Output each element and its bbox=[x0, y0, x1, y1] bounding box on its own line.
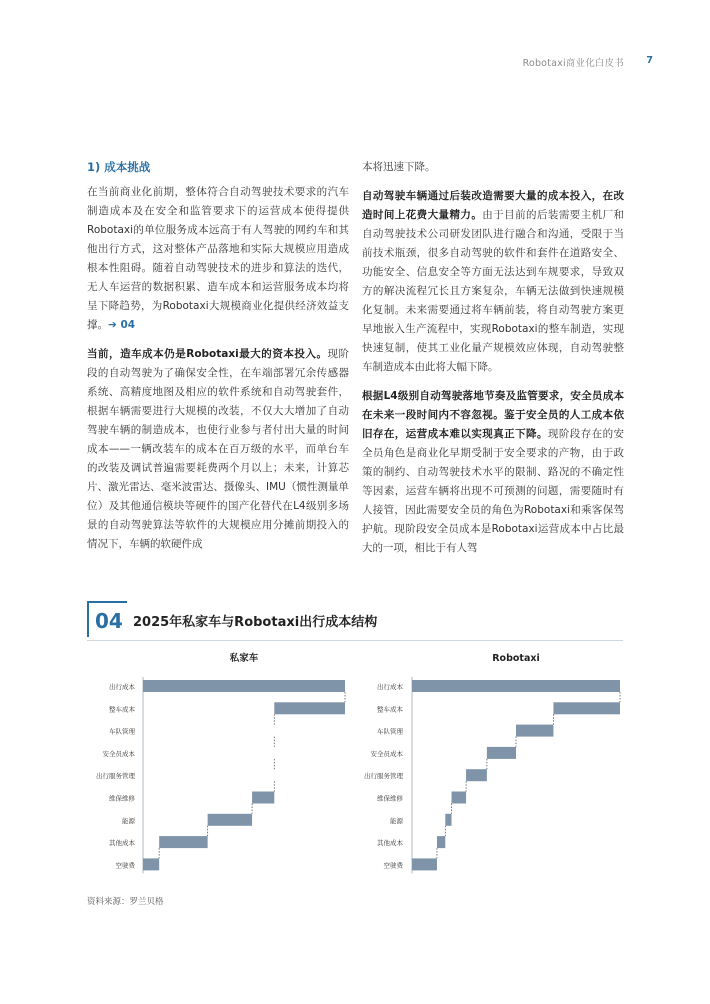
chart-title: 私家车 bbox=[229, 653, 259, 664]
running-header-title: Robotaxi商业化白皮书 bbox=[522, 58, 624, 69]
category-label: 安全员成本 bbox=[370, 749, 403, 758]
waterfall-bar bbox=[159, 836, 207, 848]
category-label: 能源 bbox=[122, 816, 135, 825]
category-label: 出行成本 bbox=[377, 683, 403, 691]
waterfall-bar bbox=[445, 814, 451, 826]
waterfall-bar bbox=[208, 814, 252, 826]
figure-reference-link[interactable]: ➔ 04 bbox=[108, 319, 136, 331]
waterfall-bar bbox=[452, 792, 467, 804]
category-label: 其他成本 bbox=[377, 839, 403, 848]
category-label: 能源 bbox=[390, 816, 403, 825]
category-label: 维保维修 bbox=[109, 794, 135, 803]
paragraph-lead-bold: 自动驾驶车辆通过后装改造需要大量的成本投入，在改造时间上花费大量精力。 bbox=[362, 190, 624, 221]
waterfall-bar bbox=[252, 792, 274, 804]
category-label: 空驶费 bbox=[383, 861, 403, 870]
figure-number: 04 bbox=[95, 609, 123, 633]
waterfall-bar bbox=[553, 702, 620, 714]
page-number: 7 bbox=[646, 55, 653, 66]
paragraph-continuation: 本将迅速下降。 bbox=[362, 161, 436, 173]
paragraph-lead-bold: 当前，造车成本仍是Robotaxi最大的资本投入。 bbox=[87, 348, 328, 360]
category-label: 出行服务管理 bbox=[96, 772, 135, 781]
waterfall-bar bbox=[516, 725, 553, 737]
waterfall-bar bbox=[143, 858, 159, 870]
chart-title: Robotaxi bbox=[492, 653, 540, 664]
paragraph-intro-text: 在当前商业化前期，整体符合自动驾驶技术要求的汽车制造成本及在安全和监管要求下的运营成本使得提供Robotaxi的单位服务成本远高于有人驾驶的网约车和其他出行方式，这对整体产品落地和实际大规模应用造成根本性阻碍。随着自动驾驶技术的进步和算法的迭代，无人车运营的数据积累、造车成本和运营服务成本均将呈下降趋势，为Robotaxi大规模商业化提供经济效益支撑。 bbox=[87, 186, 349, 331]
waterfall-bar bbox=[437, 836, 445, 848]
figure-title: 2025年私家车与Robotaxi出行成本结构 bbox=[133, 615, 378, 630]
category-label: 整车成本 bbox=[377, 705, 403, 714]
category-label: 空驶费 bbox=[115, 861, 135, 870]
paragraph-body: 现阶段存在的安全员角色是商业化早期受制于安全要求的产物，由于政策的制约、自动驾驶技术水平的限制、路况的不确定性等因素，运营车辆将出现不可预测的问题，需要随时有人接管，因此需要安全员的角色为Robotaxi和乘客保驾护航。现阶段安全员成本是Robotaxi运营成本中占比最大的一项，相比于有人驾 bbox=[362, 428, 624, 554]
category-label: 车队管理 bbox=[377, 727, 403, 736]
waterfall-bar bbox=[487, 747, 516, 759]
category-label: 车队管理 bbox=[109, 727, 135, 736]
waterfall-bar bbox=[274, 702, 345, 714]
waterfall-bar bbox=[466, 769, 487, 781]
category-label: 出行服务管理 bbox=[364, 772, 403, 781]
paragraph-body: 现阶段的自动驾驶为了确保安全性，在车端部署冗余传感器系统、高精度地图及相应的软件系统和自动驾驶套件，根据车辆需要进行大规模的改装，不仅大大增加了自动驾驶车辆的制造成本，也使行业参与者付出大量的时间成本——一辆改装车的成本在百万级的水平，而单台车的改装及调试普遍需要耗费两个月以上；未来，计算芯片、激光雷达、毫米波雷达、摄像头、IMU（惯性测量单位）及其他通信模块等硬件的国产化替代在L4级别多场景的自动驾驶算法等软件的大规模应用分摊前期投入的情况下，车辆的软硬件成 bbox=[87, 348, 349, 550]
category-label: 出行成本 bbox=[109, 683, 135, 691]
waterfall-bar bbox=[143, 680, 345, 692]
section-heading: 1) 成本挑战 bbox=[87, 160, 151, 174]
category-label: 整车成本 bbox=[109, 705, 135, 714]
figure-source: 资料来源：罗兰贝格 bbox=[87, 897, 164, 907]
paragraph-lead-bold: 根据L4级别自动驾驶落地节奏及监管要求，安全员成本在未来一段时间内不容忽视。鉴于安全员的人工成本依旧存在，运营成本难以实现真正下降。 bbox=[362, 390, 624, 440]
category-label: 其他成本 bbox=[109, 839, 135, 848]
waterfall-bar bbox=[412, 858, 437, 870]
category-label: 维保维修 bbox=[377, 794, 403, 803]
waterfall-bar bbox=[412, 680, 620, 692]
paragraph-body: 由于目前的后装需要主机厂和自动驾驶技术公司研发团队进行融合和沟通，受限于当前技术瓶颈，很多自动驾驶的软件和套件在道路安全、功能安全、信息安全等方面无法达到车规要求，导致双方的解决流程冗长且方案复杂，车辆无法做到快速规模化复制。未来需要通过将车辆前装，将自动驾驶方案更早地嵌入生产流程中，实现Robotaxi的整车制造，实现快速复制，使其工业化量产规模效应体现，自动驾驶整车制造成本由此将大幅下降。 bbox=[362, 209, 625, 373]
category-label: 安全员成本 bbox=[102, 749, 135, 758]
